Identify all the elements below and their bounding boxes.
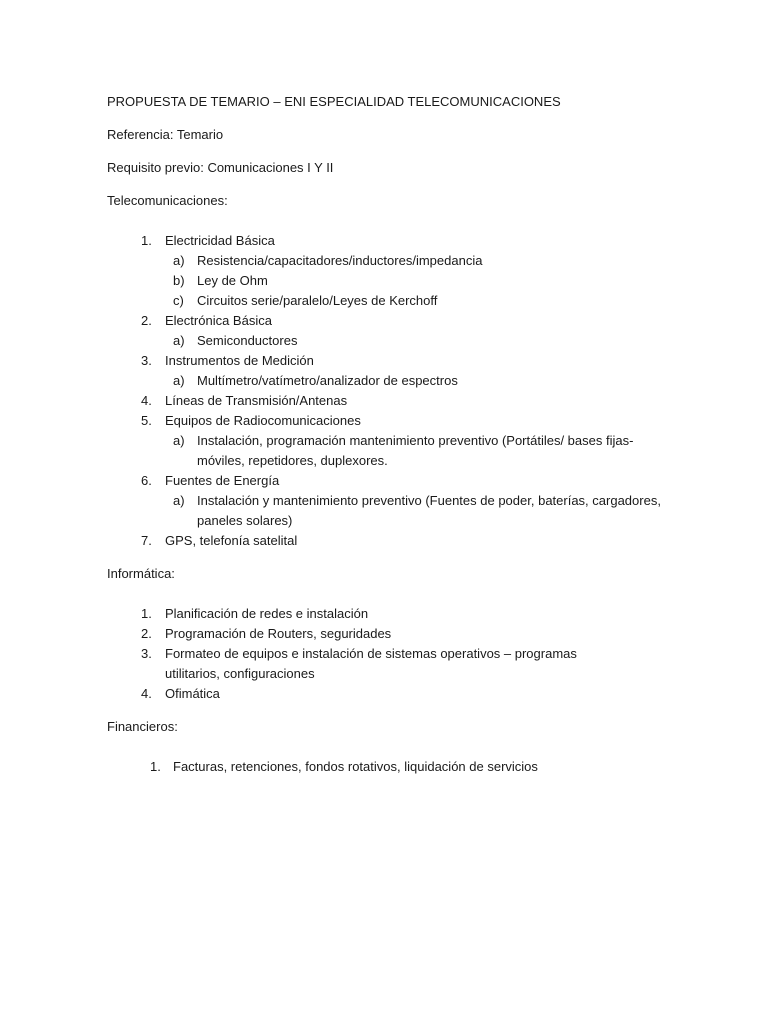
sub-item-text: Circuitos serie/paralelo/Leyes de Kerchoff — [197, 293, 438, 308]
item-number: 2. — [141, 626, 152, 641]
telecom-list — [107, 231, 728, 551]
prerequisite-line: Requisito previo: Comunicaciones I Y II — [107, 160, 334, 175]
sub-item-text: Ley de Ohm — [197, 273, 268, 288]
sub-list-item — [107, 331, 667, 351]
sub-item-letter: a) — [173, 373, 185, 388]
item-number: 1. — [150, 759, 161, 774]
list-item — [107, 684, 728, 704]
sub-item-letter: a) — [173, 253, 185, 268]
sub-item-letter: b) — [173, 273, 185, 288]
sub-item-text: Instalación y mantenimiento preventivo (Fuentes de poder, baterías, cargadores, paneles solares) — [197, 493, 661, 528]
list-item — [107, 531, 728, 551]
section-heading-telecom: Telecomunicaciones: — [107, 193, 228, 208]
section-heading-informatica: Informática: — [107, 566, 175, 581]
item-text: Fuentes de Energía — [165, 473, 280, 488]
item-number: 1. — [141, 233, 152, 248]
informatica-list — [107, 604, 728, 704]
item-text: Facturas, retenciones, fondos rotativos, liquidación de servicios — [173, 759, 538, 774]
item-text: Ofimática — [165, 686, 220, 701]
sub-item-text: Instalación, programación mantenimiento preventivo (Portátiles/ bases fijas-móviles, repetidores, duplexores. — [197, 433, 634, 468]
item-text: GPS, telefonía satelital — [165, 533, 298, 548]
item-text: Instrumentos de Medición — [165, 353, 314, 368]
item-number: 4. — [141, 393, 152, 408]
item-text: Líneas de Transmisión/Antenas — [165, 393, 348, 408]
sub-item-text: Semiconductores — [197, 333, 298, 348]
list-item — [107, 231, 728, 251]
item-number: 1. — [141, 606, 152, 621]
item-text: Formateo de equipos e instalación de sistemas operativos – programas utilitarios, configuraciones — [165, 646, 577, 681]
item-text: Planificación de redes e instalación — [165, 606, 369, 621]
item-text: Electrónica Básica — [165, 313, 272, 328]
item-text: Electricidad Básica — [165, 233, 275, 248]
list-item — [107, 411, 728, 431]
sub-item-text: Resistencia/capacitadores/inductores/impedancia — [197, 253, 483, 268]
sub-list-item — [107, 431, 667, 471]
item-number: 7. — [141, 533, 152, 548]
item-number: 2. — [141, 313, 152, 328]
item-text: Equipos de Radiocomunicaciones — [165, 413, 361, 428]
item-text: Programación de Routers, seguridades — [165, 626, 392, 641]
sub-item-text: Multímetro/vatímetro/analizador de espectros — [197, 373, 458, 388]
sub-item-letter: a) — [173, 493, 185, 508]
list-item — [107, 351, 728, 371]
sub-list-item — [107, 271, 667, 291]
sub-list-item — [107, 251, 667, 271]
list-item — [107, 311, 728, 331]
item-number: 3. — [141, 646, 152, 661]
reference-line: Referencia: Temario — [107, 127, 224, 142]
item-number: 5. — [141, 413, 152, 428]
document-title: PROPUESTA DE TEMARIO – ENI ESPECIALIDAD TELECOMUNICACIONES — [107, 94, 561, 109]
sub-item-letter: a) — [173, 333, 185, 348]
list-item — [107, 471, 728, 491]
list-item — [107, 757, 728, 777]
list-item — [107, 604, 728, 624]
financieros-list — [107, 757, 728, 777]
item-number: 3. — [141, 353, 152, 368]
sub-list-item — [107, 371, 667, 391]
list-item — [107, 624, 728, 644]
sub-item-letter: c) — [173, 293, 184, 308]
item-number: 6. — [141, 473, 152, 488]
sub-item-letter: a) — [173, 433, 185, 448]
section-heading-financieros: Financieros: — [107, 719, 178, 734]
list-item — [107, 644, 728, 684]
list-item — [107, 391, 728, 411]
item-number: 4. — [141, 686, 152, 701]
sub-list-item — [107, 491, 667, 531]
sub-list-item — [107, 291, 667, 311]
